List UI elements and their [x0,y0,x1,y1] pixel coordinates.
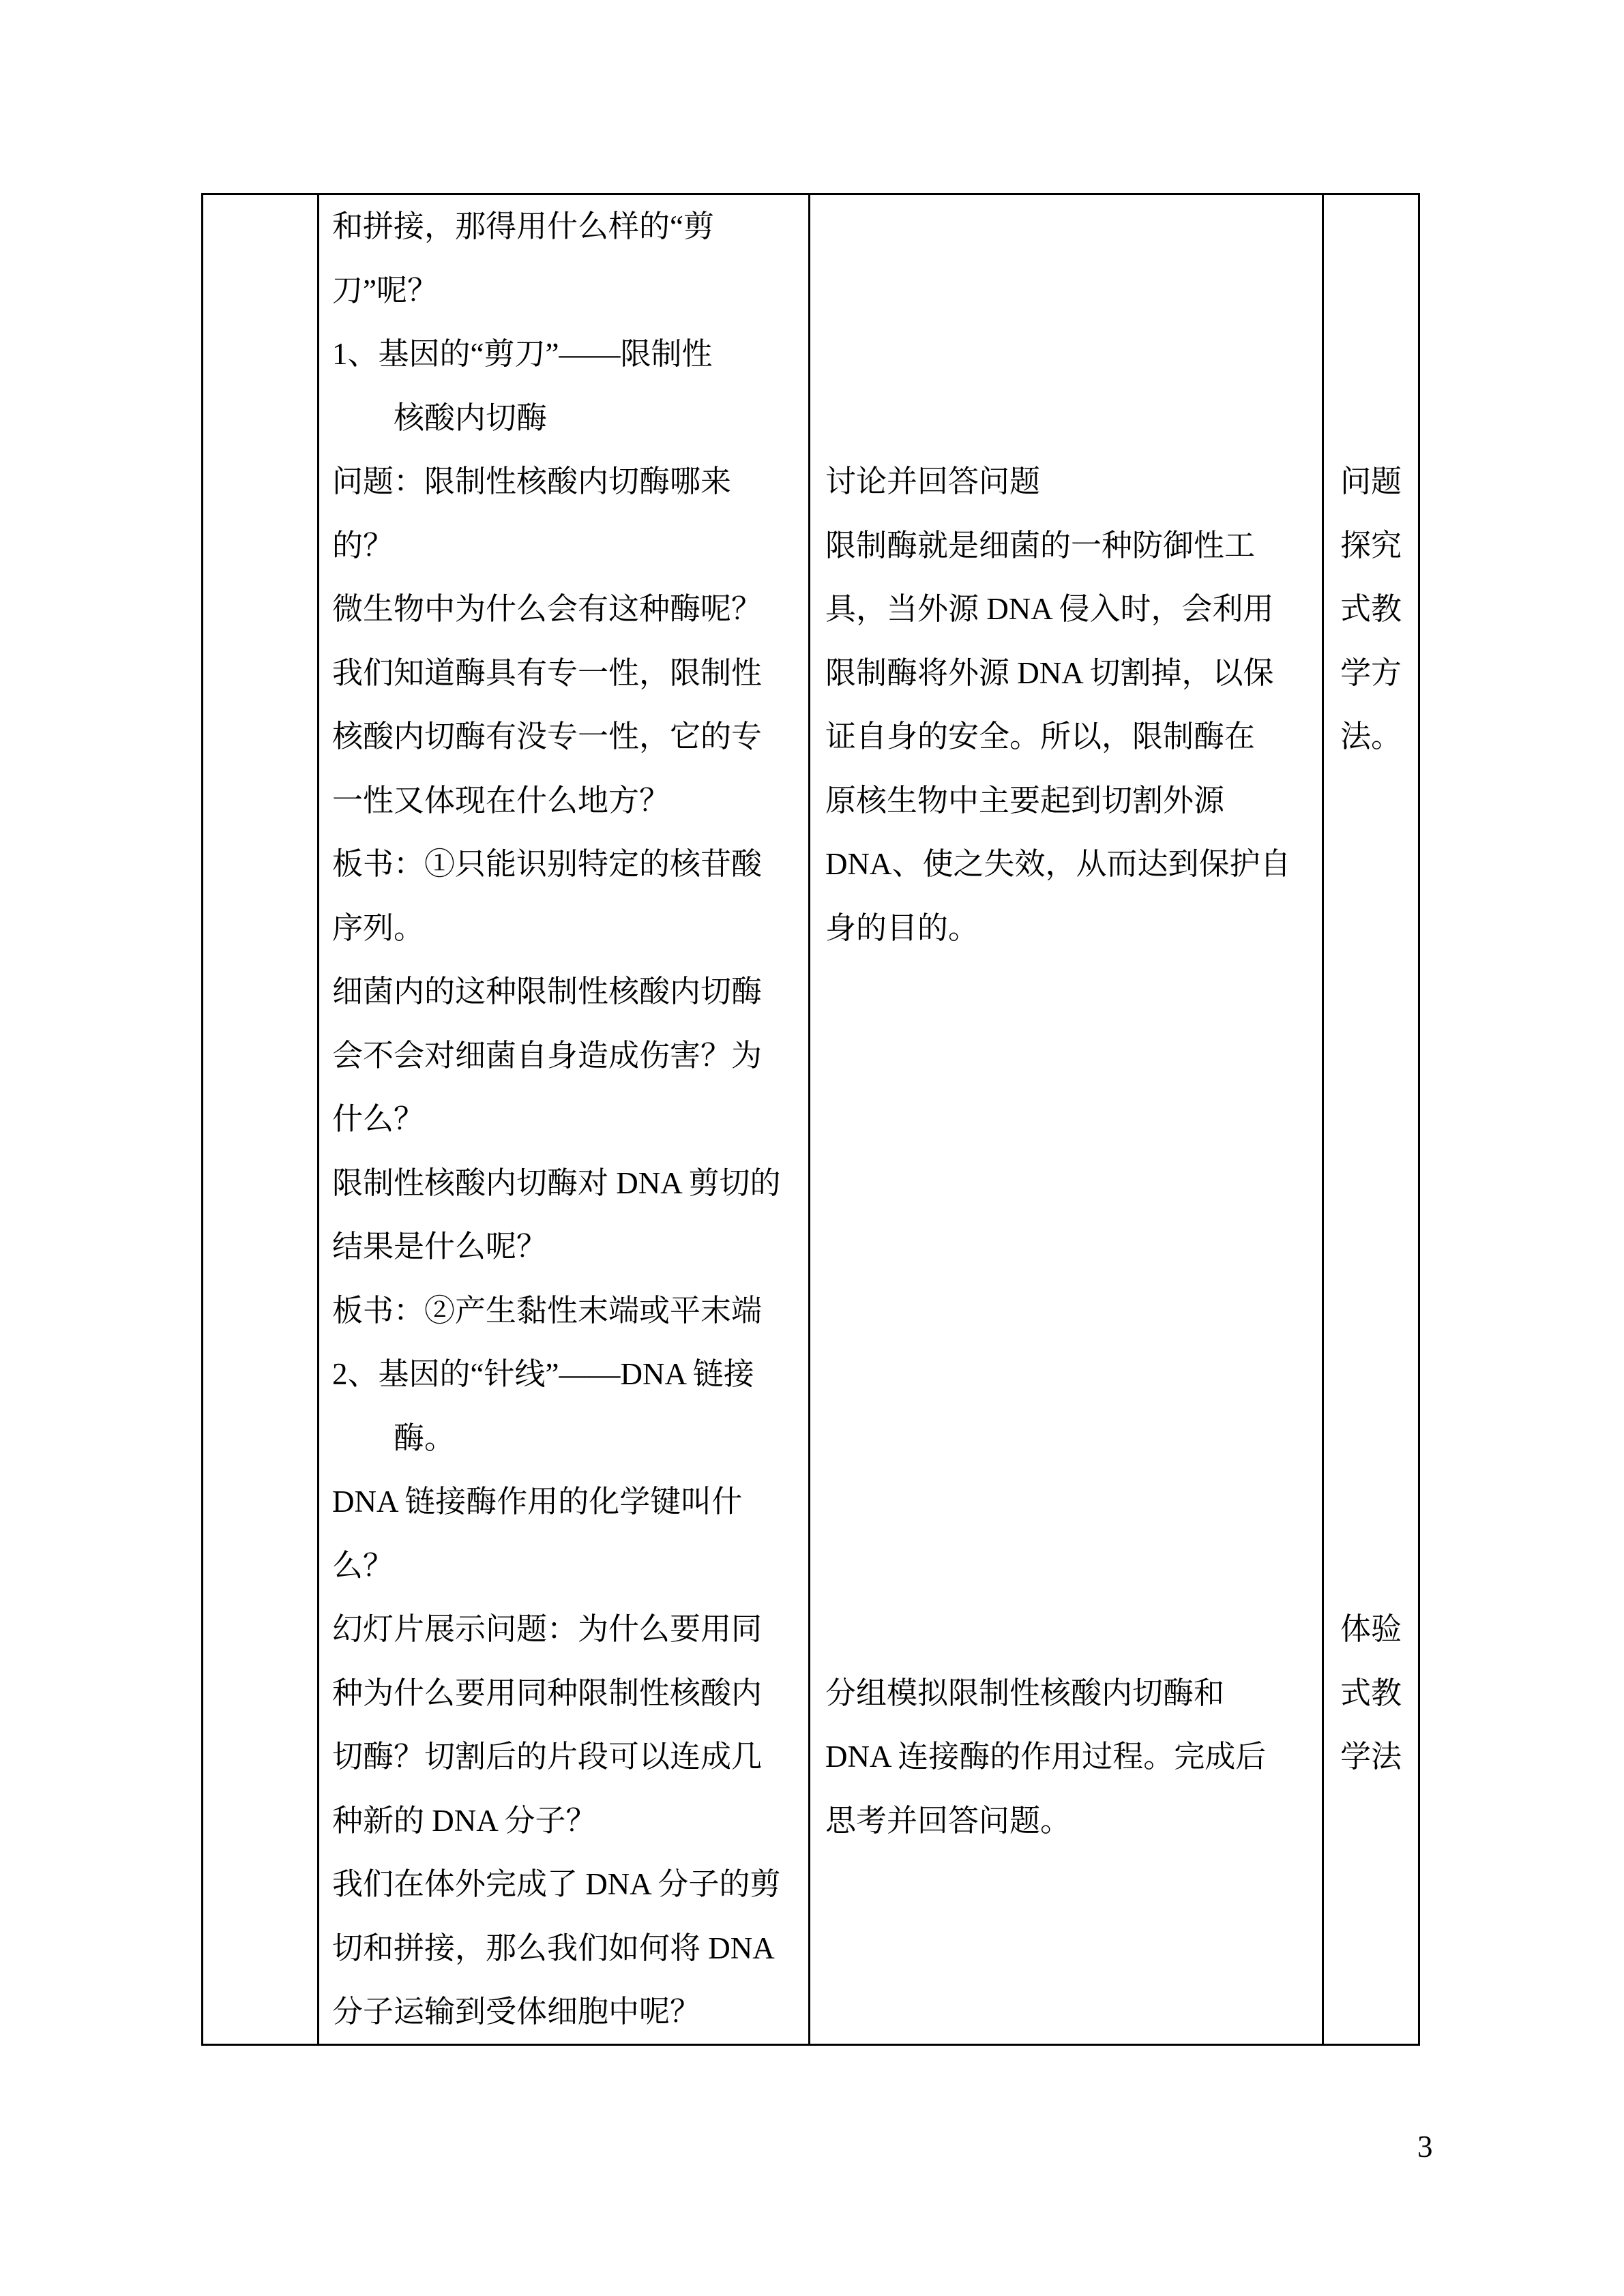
text-line: 酶。 [394,1420,456,1455]
text-line: 切酶？切割后的片段可以连成几 [332,1740,763,1774]
text-line: 和拼接，那得用什么样的“剪 [332,209,714,243]
text-line: DNA、使之失效，从而达到保护自 [825,847,1291,881]
text-line: 分组模拟限制性核酸内切酶和 [825,1675,1225,1710]
text-line: DNA 连接酶的作用过程。完成后 [825,1740,1267,1774]
teaching-method-block-1 [1324,450,1418,769]
text-line: 核酸内切酶 [394,400,548,435]
text-line: 问题 [1340,464,1402,498]
text-line: 法。 [1340,719,1402,754]
text-line: 2、基因的“针线”——DNA 链接 [332,1357,754,1391]
text-line: 刀”呢？ [332,273,438,308]
text-line: 我们知道酶具有专一性，限制性 [332,655,763,690]
table-cell-teaching-method [1324,195,1418,2044]
text-line: 微生物中为什么会有这种酶呢？ [332,592,763,626]
text-line: 1、基因的“剪刀”——限制性 [332,337,713,371]
text-line: 具，当外源 DNA 侵入时，会利用 [825,592,1274,626]
text-line: 结果是什么呢？ [332,1229,548,1264]
text-line: 一性又体现在什么地方？ [332,783,670,818]
text-line: 探究 [1340,528,1402,563]
text-line: 身的目的。 [825,910,979,945]
text-line: 学方 [1340,655,1402,690]
text-line: 学法 [1340,1740,1402,1774]
text-line: 限制酶就是细菌的一种防御性工 [825,528,1256,563]
text-line: 板书：②产生黏性末端或平末端 [332,1293,763,1328]
table-cell-empty [203,195,319,2044]
table-cell-student-activity [810,195,1324,2044]
student-activity-block-1 [810,450,1322,960]
text-line: 么？ [332,1548,394,1583]
text-line: 式教 [1340,1675,1402,1710]
text-line: 幻灯片展示问题：为什么要用同 [332,1612,763,1646]
text-line: 什么？ [332,1102,425,1136]
text-line: 思考并回答问题。 [825,1803,1072,1838]
teaching-method-block-2 [1324,1598,1418,1789]
text-line: 细菌内的这种限制性核酸内切酶 [332,974,763,1009]
text-line: 分子运输到受体细胞中呢？ [332,1995,701,2029]
text-line: 序列。 [332,910,425,945]
text-line: 切和拼接，那么我们如何将 DNA [332,1930,775,1965]
text-line: 讨论并回答问题 [825,464,1041,498]
text-line: 会不会对细菌自身造成伤害？为 [332,1038,763,1073]
text-line: 我们在体外完成了 DNA 分子的剪 [332,1867,781,1901]
page-number: 3 [1417,2130,1433,2164]
text-line: 种新的 DNA 分子？ [332,1803,597,1838]
text-line: 种为什么要用同种限制性核酸内 [332,1675,763,1710]
text-line: 体验 [1340,1612,1402,1646]
text-line: 限制性核酸内切酶对 DNA 剪切的 [332,1165,781,1200]
table-cell-teacher-activity [319,195,810,2044]
teacher-activity-block-1 [319,195,808,2044]
text-line: 限制酶将外源 DNA 切割掉，以保 [825,655,1274,690]
text-line: 证自身的安全。所以，限制酶在 [825,719,1256,754]
text-line: 的？ [332,528,394,563]
text-line: 式教 [1340,592,1402,626]
lesson-plan-table [201,193,1420,2046]
student-activity-block-2 [810,1662,1322,1853]
text-line: 问题：限制性核酸内切酶哪来 [332,464,732,498]
text-line: 核酸内切酶有没专一性，它的专 [332,719,763,754]
text-line: 板书：①只能识别特定的核苷酸 [332,847,763,881]
text-line: 原核生物中主要起到切割外源 [825,783,1225,818]
text-line: DNA 链接酶作用的化学键叫什 [332,1485,743,1519]
